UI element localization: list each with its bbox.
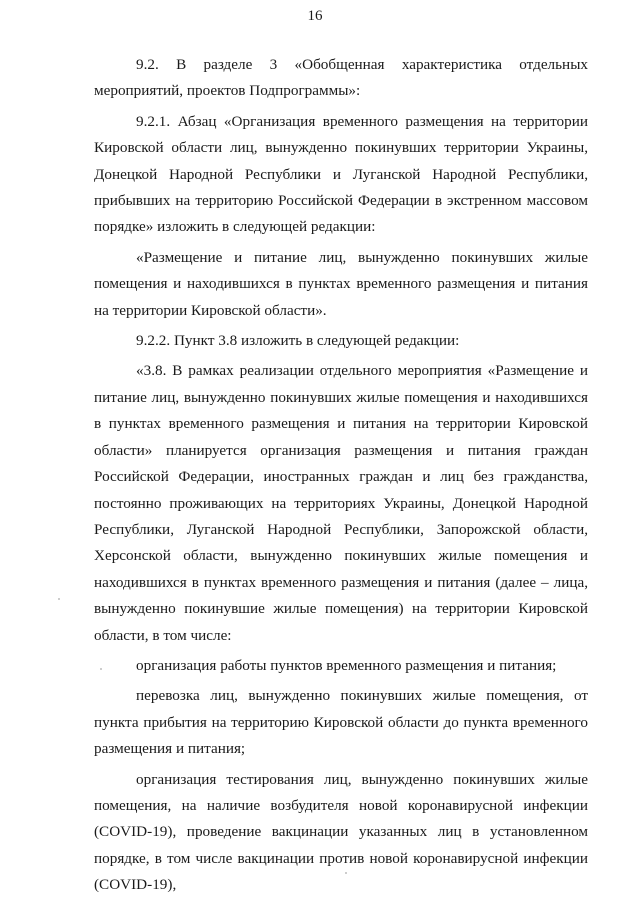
scan-speck — [58, 598, 60, 600]
paragraph-list-item-testing: организация тестирования лиц, вынужденно покинувших жилые помещения, на наличие возбудителя новой коронавирусной инфекции (COVID-19), проведение вакцинации указанных лиц в установленном порядке, в том числе вакцинации против новой коронавирусной инфекции (COVID-19), — [94, 770, 588, 894]
page-number: 16 — [307, 8, 323, 24]
paragraph-item-9-2-2: 9.2.2. Пункт 3.8 изложить в следующей редакции: — [136, 332, 460, 350]
scan-speck — [100, 668, 102, 670]
paragraph-point-3-8: «3.8. В рамках реализации отдельного мероприятия «Размещение и питание лиц, вынужденно покинувших жилые помещения и находившихся в пунктах временного размещения и питания на территории Кировской области» планируется организация размещения и питания граждан Российской Федерации, иностранных граждан и лиц без гражданства, постоянно проживающих на территориях Украины, Донецкой Народной Республики, Луганской Народной Республики, Запорожской области, Херсонской области, вынужденно покинувших жилые помещения и находившихся в пунктах временного размещения и питания (далее – лица, вынужденно покинувшие жилые помещения) на территории Кировской области, в том числе: — [94, 362, 588, 644]
paragraph-list-item-organization: организация работы пунктов временного размещения и питания; — [136, 656, 557, 674]
scan-speck — [345, 872, 347, 874]
document-body — [94, 52, 588, 899]
paragraph-item-9-2-1: 9.2.1. Абзац «Организация временного размещения на территории Кировской области лиц, вынужденно покинувших территории Украины, Донецкой Народной Республики и Луганской Народной Республики, прибывших на территорию Российской Федерации в экстренном массовом порядке» изложить в следующей редакции: — [94, 112, 588, 236]
paragraph-section-9-2: 9.2. В разделе 3 «Обобщенная характеристика отдельных мероприятий, проектов Подпрограммы»: — [94, 56, 588, 100]
paragraph-new-wording-title: «Размещение и питание лиц, вынужденно покинувших жилые помещения и находившихся в пунктах временного размещения и питания на территории Кировской области». — [94, 248, 588, 319]
paragraph-list-item-transport: перевозка лиц, вынужденно покинувших жилые помещения, от пункта прибытия на территорию Кировской области до пункта временного размещения и питания; — [94, 687, 588, 758]
